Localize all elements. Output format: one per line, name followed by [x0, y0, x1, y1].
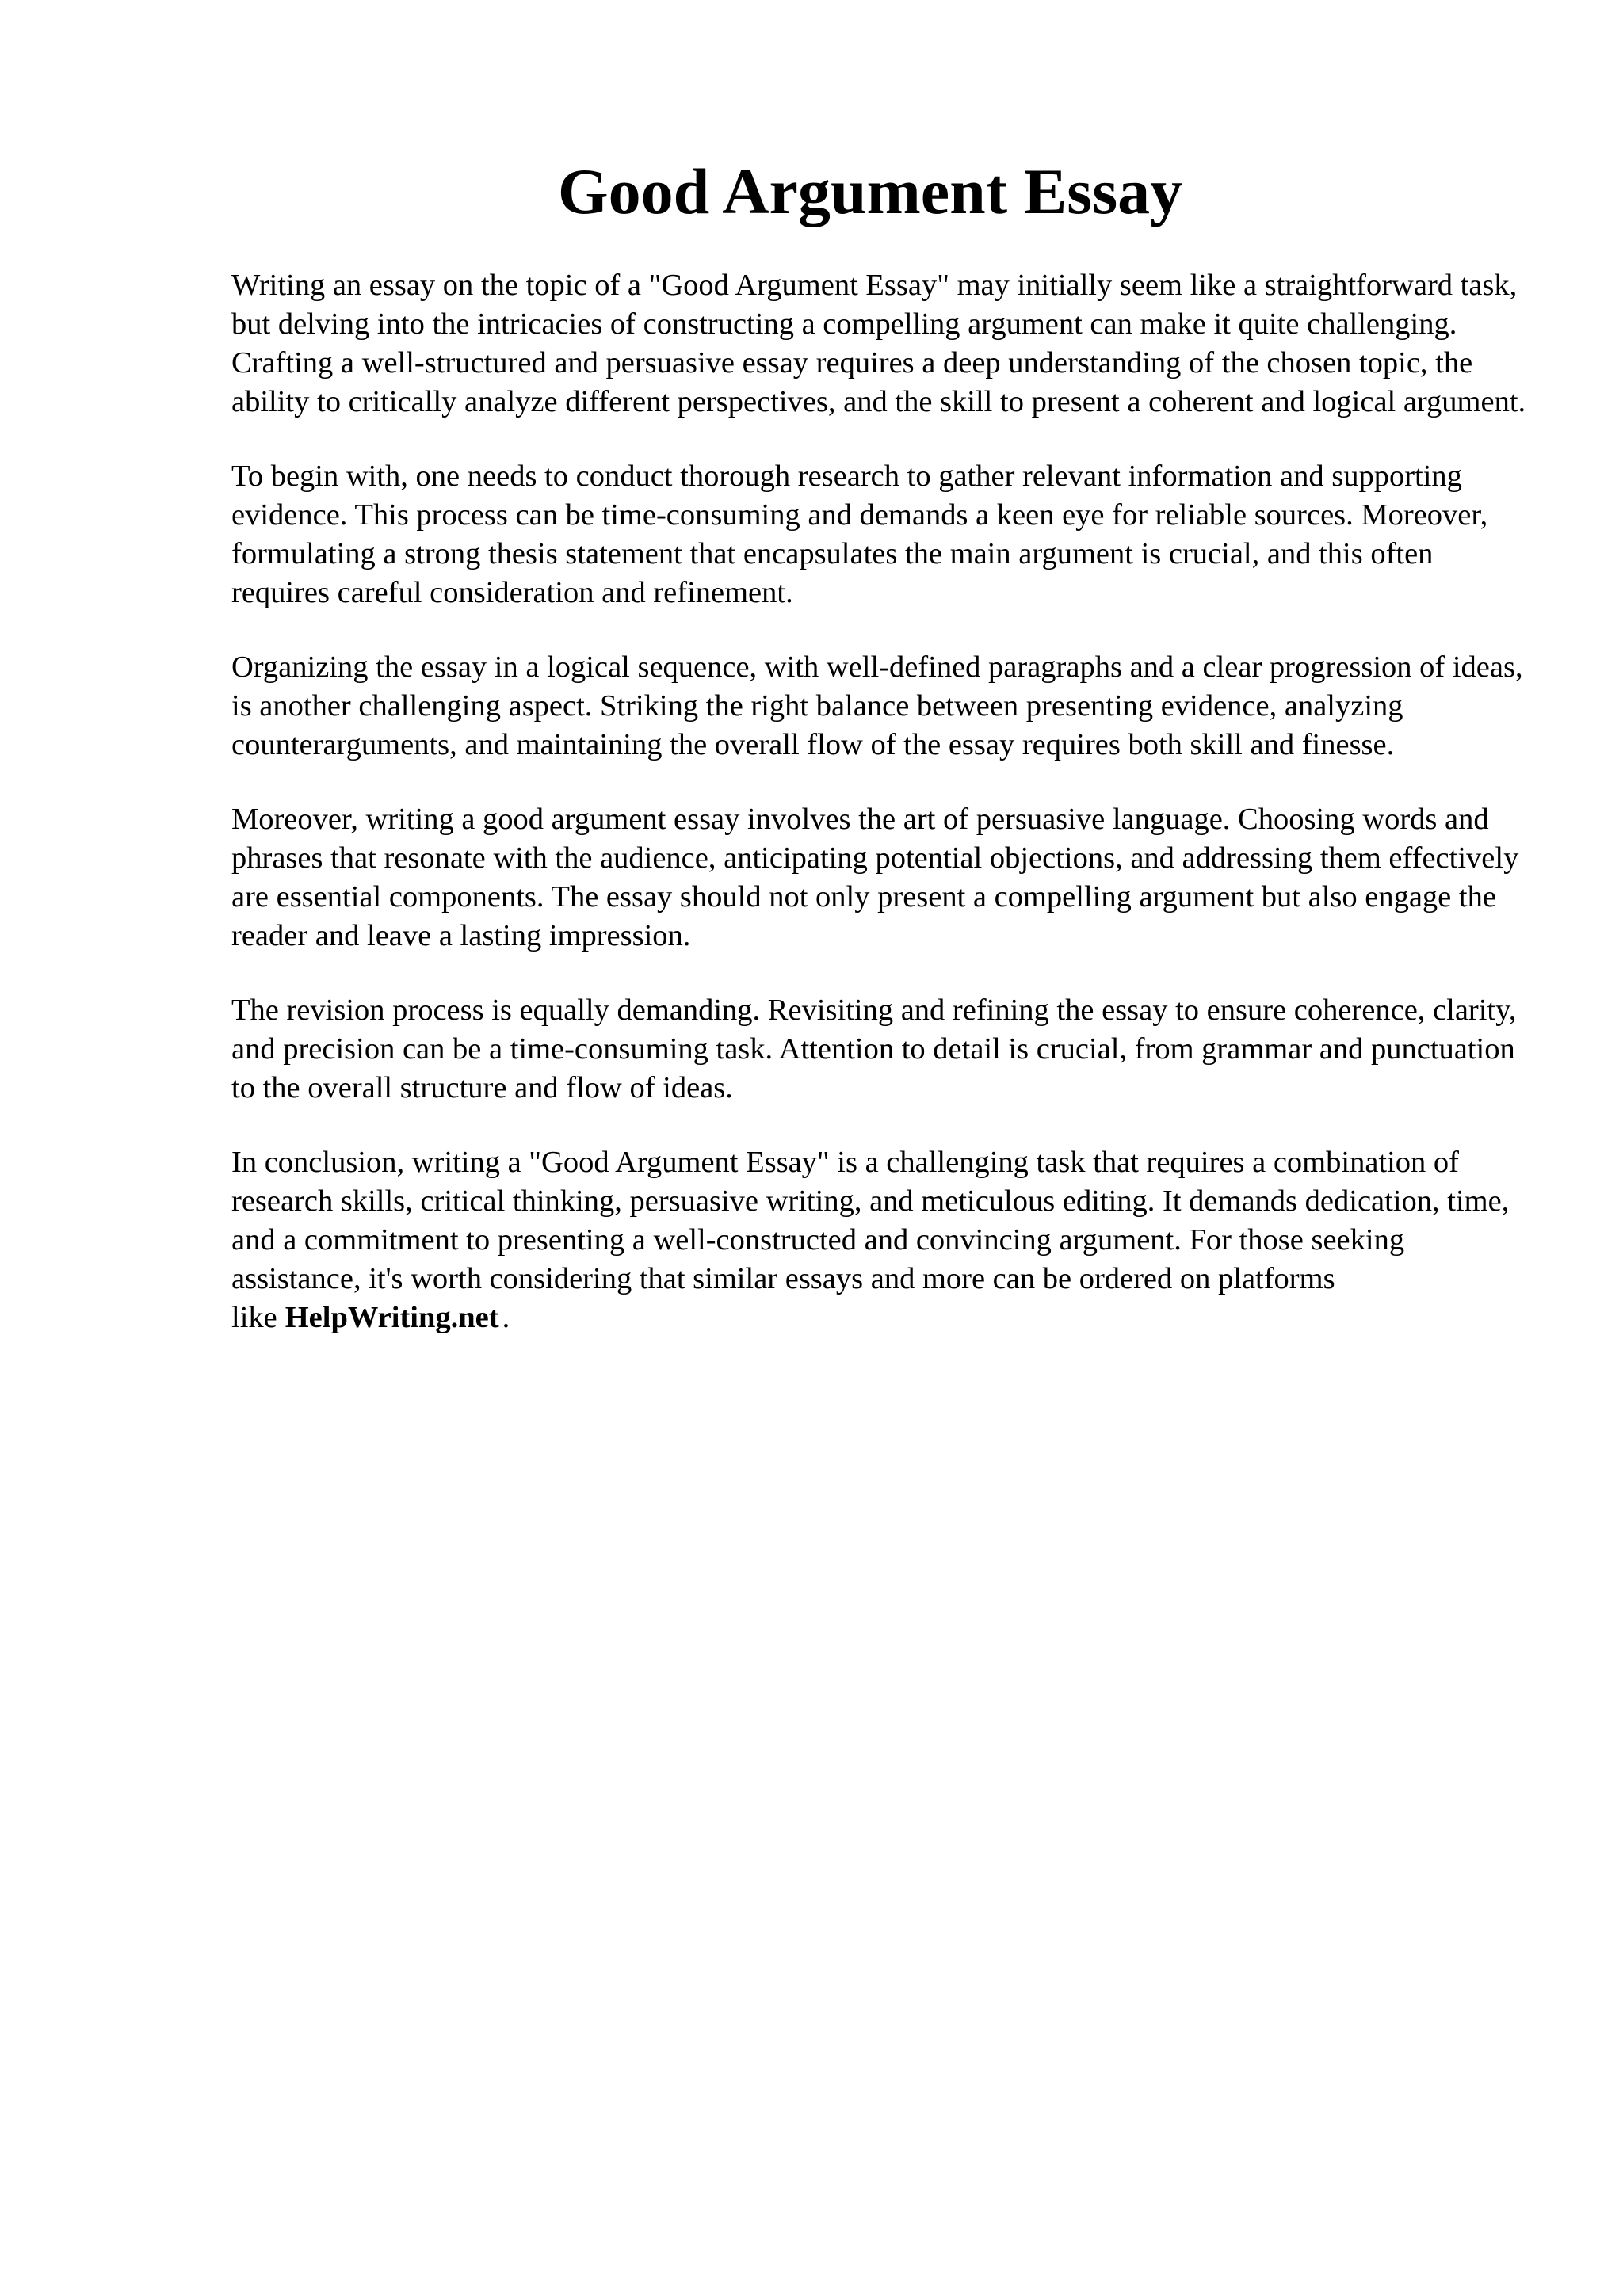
helpwriting-link[interactable]: HelpWriting.net: [285, 1301, 499, 1334]
paragraph-research: To begin with, one needs to conduct thorough research to gather relevant information and supporting evidence. This process can be time-consuming and demands a keen eye for reliable sources. Moreover, formulating a strong thesis statement that encapsulates the main argument is crucial, and this often requires careful consideration and refinement.: [231, 460, 1488, 609]
paragraph-revision: The revision process is equally demanding. Revisiting and refining the essay to ensure coherence, clarity, and precision can be a time-consuming task. Attention to detail is crucial, from grammar and punctuation to the overall structure and flow of ideas.: [231, 994, 1517, 1104]
essay-body: [231, 266, 1531, 1373]
paragraph-conclusion: [231, 1143, 1531, 1337]
page-title: Good Argument Essay: [557, 155, 1183, 227]
paragraph-intro: Writing an essay on the topic of a "Good Argument Essay" may initially seem like a straightforward task, but delving into the intricacies of constructing a compelling argument can make it quite challenging. Crafting a well-structured and persuasive essay requires a deep understanding of the chosen topic, the ability to critically analyze different perspectives, and the skill to present a coherent and logical argument.: [231, 269, 1526, 418]
paragraph-persuasion: Moreover, writing a good argument essay involves the art of persuasive language. Choosing words and phrases that resonate with the audience, anticipating potential objections, and addressing them effectively are essential components. The essay should not only present a compelling argument but also engage the reader and leave a lasting impression.: [231, 803, 1519, 952]
conclusion-period: .: [502, 1301, 510, 1334]
conclusion-text: In conclusion, writing a "Good Argument Essay" is a challenging task that requires a combination of research skills, critical thinking, persuasive writing, and meticulous editing. It demands dedication, time, and a commitment to presenting a well-constructed and convincing argument. For those seeking assistance, it's worth considering that similar essays and more can be ordered on platforms like: [231, 1146, 1510, 1334]
paragraph-organization: Organizing the essay in a logical sequence, with well-defined paragraphs and a clear progression of ideas, is another challenging aspect. Striking the right balance between presenting evidence, analyzing counterarguments, and maintaining the overall flow of the essay requires both skill and finesse.: [231, 650, 1523, 761]
